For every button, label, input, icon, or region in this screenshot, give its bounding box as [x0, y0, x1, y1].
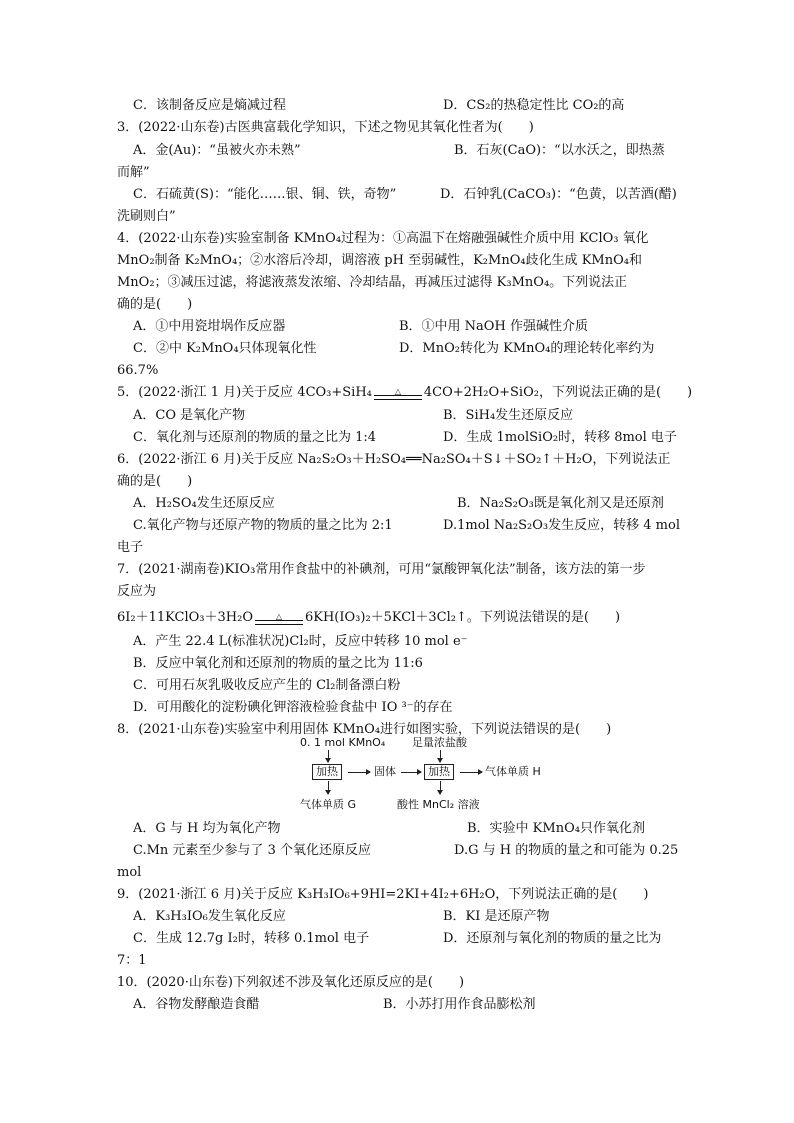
q5-option-c: C．氧化剂与还原剂的物质的量之比为 1:4: [133, 430, 377, 445]
q6-option-b: B．Na₂S₂O₃既是氧化剂又是还原剂: [457, 496, 664, 511]
question-10-stem: 10．(2020·山东卷)下列叙述不涉及氧化还原反应的是( ): [117, 975, 465, 990]
arrow-right-3: [460, 772, 482, 773]
q7-equation-right: 6KH(IO₃)₂＋5KCl＋3Cl₂↑。下列说法错误的是( ): [304, 610, 621, 625]
q7-option-c: C．可用石灰乳吸收反应产生的 Cl₂制备漂白粉: [133, 678, 401, 693]
q3-option-b: B．石灰(CaO)：“以水沃之，即热蒸: [454, 143, 665, 158]
q2-option-c: C．该制备反应是熵减过程: [133, 98, 286, 113]
experiment-flow-diagram: [290, 736, 560, 816]
question-5-stem: [117, 383, 692, 402]
q8-option-d-cont: mol: [117, 865, 142, 880]
arrow-right-2: [401, 772, 421, 773]
q8-option-b: B．实验中 KMnO₄只作氧化剂: [467, 821, 645, 836]
q9-option-b: B．KI 是还原产物: [443, 909, 550, 924]
q7-option-b: B．反应中氧化剂和还原剂的物质的量之比为 11:6: [133, 656, 423, 671]
q9-option-c: C．生成 12.7g I₂时，转移 0.1mol 电子: [133, 931, 370, 946]
heating-condition: △: [253, 612, 305, 625]
q10-option-b: B．小苏打用作食品膨松剂: [383, 997, 536, 1012]
question-7-equation: [117, 608, 620, 627]
q9-option-d: D．还原剂与氧化剂的物质的量之比为: [443, 931, 662, 946]
q4-option-b: B．①中用 NaOH 作强碱性介质: [399, 319, 588, 334]
question-4-stem-4: 确的是( ): [117, 297, 193, 312]
arrow-right-1: [348, 772, 370, 773]
diagram-gas-g: 气体单质 G: [300, 798, 357, 811]
q8-option-d: D.G 与 H 的物质的量之和可能为 0.25: [454, 843, 679, 858]
diagram-mncl2: 酸性 MnCl₂ 溶液: [397, 798, 480, 811]
q3-option-b-cont: 而解”: [117, 165, 150, 180]
q10-option-a: A．谷物发酵酿造食醋: [133, 997, 260, 1012]
diagram-box-heat-2: 加热: [424, 764, 454, 780]
q6-option-c: C.氧化产物与还原产物的物质的量之比为 2:1: [133, 518, 393, 533]
arrow-down-3: [328, 781, 329, 794]
q7-option-d: D．可用酸化的淀粉碘化钾溶液检验食盐中 IO ³⁻的存在: [133, 700, 453, 715]
q5-option-b: B．SiH₄发生还原反应: [443, 408, 574, 423]
q3-option-c: C．石硫黄(S)：“能化……银、铜、铁，奇物”: [133, 187, 397, 202]
q7-equation-left: 6I₂＋11KClO₃＋3H₂O: [117, 610, 253, 625]
q4-option-a: A．①中用瓷坩埚作反应器: [133, 319, 286, 334]
question-4-stem-2: MnO₂制备 K₂MnO₄；②水溶后冷却，调溶液 pH 至弱碱性，K₂MnO₄歧化生成 KMnO₄和: [117, 253, 642, 268]
q2-option-d: D．CS₂的热稳定性比 CO₂的高: [443, 98, 625, 113]
q5-option-a: A．CO 是氧化产物: [133, 408, 246, 423]
question-3-stem: 3．(2022·山东卷)古医典富载化学知识，下述之物见其氧化性者为( ): [117, 120, 534, 135]
q8-option-c: C.Mn 元素至少参与了 3 个氧化还原反应: [133, 843, 371, 858]
q6-option-a: A．H₂SO₄发生还原反应: [133, 496, 275, 511]
question-6-stem-2: 确的是( ): [117, 474, 193, 489]
question-8-stem: 8．(2021·山东卷)实验室中利用固体 KMnO₄进行如图实验，下列说法错误的是( ): [117, 722, 612, 737]
question-6-stem: 6．(2022·浙江 6 月)关于反应 Na₂S₂O₃＋H₂SO₄══Na₂SO₄＋S↓＋SO₂↑＋H₂O，下列说法正: [117, 452, 671, 467]
q3-option-a: A．金(Au)：“虽被火亦未熟”: [133, 143, 301, 158]
diagram-solid: 固体: [374, 765, 396, 778]
q9-option-a: A．K₃H₃IO₆发生氧化反应: [133, 909, 286, 924]
q3-option-d-cont: 洗刷则白”: [117, 209, 176, 224]
question-4-stem: 4．(2022·山东卷)实验室制备 KMnO₄过程为：①高温下在熔融强碱性介质中用 KClO₃ 氧化: [117, 231, 649, 246]
diagram-reagent-hcl: 足量浓盐酸: [412, 736, 467, 749]
q6-option-d-cont: 电子: [117, 540, 144, 555]
q5-option-d: D．生成 1molSiO₂时，转移 8mol 电子: [443, 430, 677, 445]
q7-option-a: A．产生 22.4 L(标准状况)Cl₂时，反应中转移 10 mol e⁻: [133, 634, 468, 649]
diagram-box-heat-1: 加热: [312, 764, 342, 780]
heating-condition: △: [372, 387, 424, 400]
q5-equation-left: 5．(2022·浙江 1 月)关于反应 4CO₃+SiH₄: [117, 385, 372, 400]
question-9-stem: 9．(2021·浙江 6 月)关于反应 K₃H₃IO₆+9HI=2KI+4I₂+6H₂O，下列说法正确的是( ): [117, 887, 649, 902]
q4-option-d-cont: 66.7%: [117, 363, 159, 378]
q8-option-a: A．G 与 H 均为氧化产物: [133, 821, 281, 836]
arrow-down-1: [328, 750, 329, 762]
q4-option-c: C．②中 K₂MnO₄只体现氧化性: [133, 341, 317, 356]
q3-option-d: D．石钟乳(CaCO₃)：“色黄，以苦酒(醋): [440, 187, 677, 202]
arrow-down-2: [440, 750, 441, 762]
question-7-stem: 7．(2021·湖南卷)KIO₃常用作食盐中的补碘剂，可用“氯酸钾氧化法”制备，该方法的第一步: [117, 562, 646, 577]
diagram-reagent-kmno4: 0. 1 mol KMnO₄: [300, 736, 386, 749]
q5-equation-right: 4CO+2H₂O+SiO₂，下列说法正确的是( ): [423, 385, 693, 400]
diagram-gas-h: 气体单质 H: [485, 765, 541, 778]
question-4-stem-3: MnO₂；③减压过滤，将滤液蒸发浓缩、冷却结晶，再减压过滤得 K₃MnO₄。下列说法正: [117, 275, 628, 290]
arrow-down-4: [440, 781, 441, 794]
question-7-stem-2: 反应为: [117, 584, 157, 599]
q6-option-d: D.1mol Na₂S₂O₃发生反应，转移 4 mol: [443, 518, 680, 533]
q9-option-d-cont: 7：1: [117, 953, 147, 968]
q4-option-d: D．MnO₂转化为 KMnO₄的理论转化率约为: [399, 341, 655, 356]
